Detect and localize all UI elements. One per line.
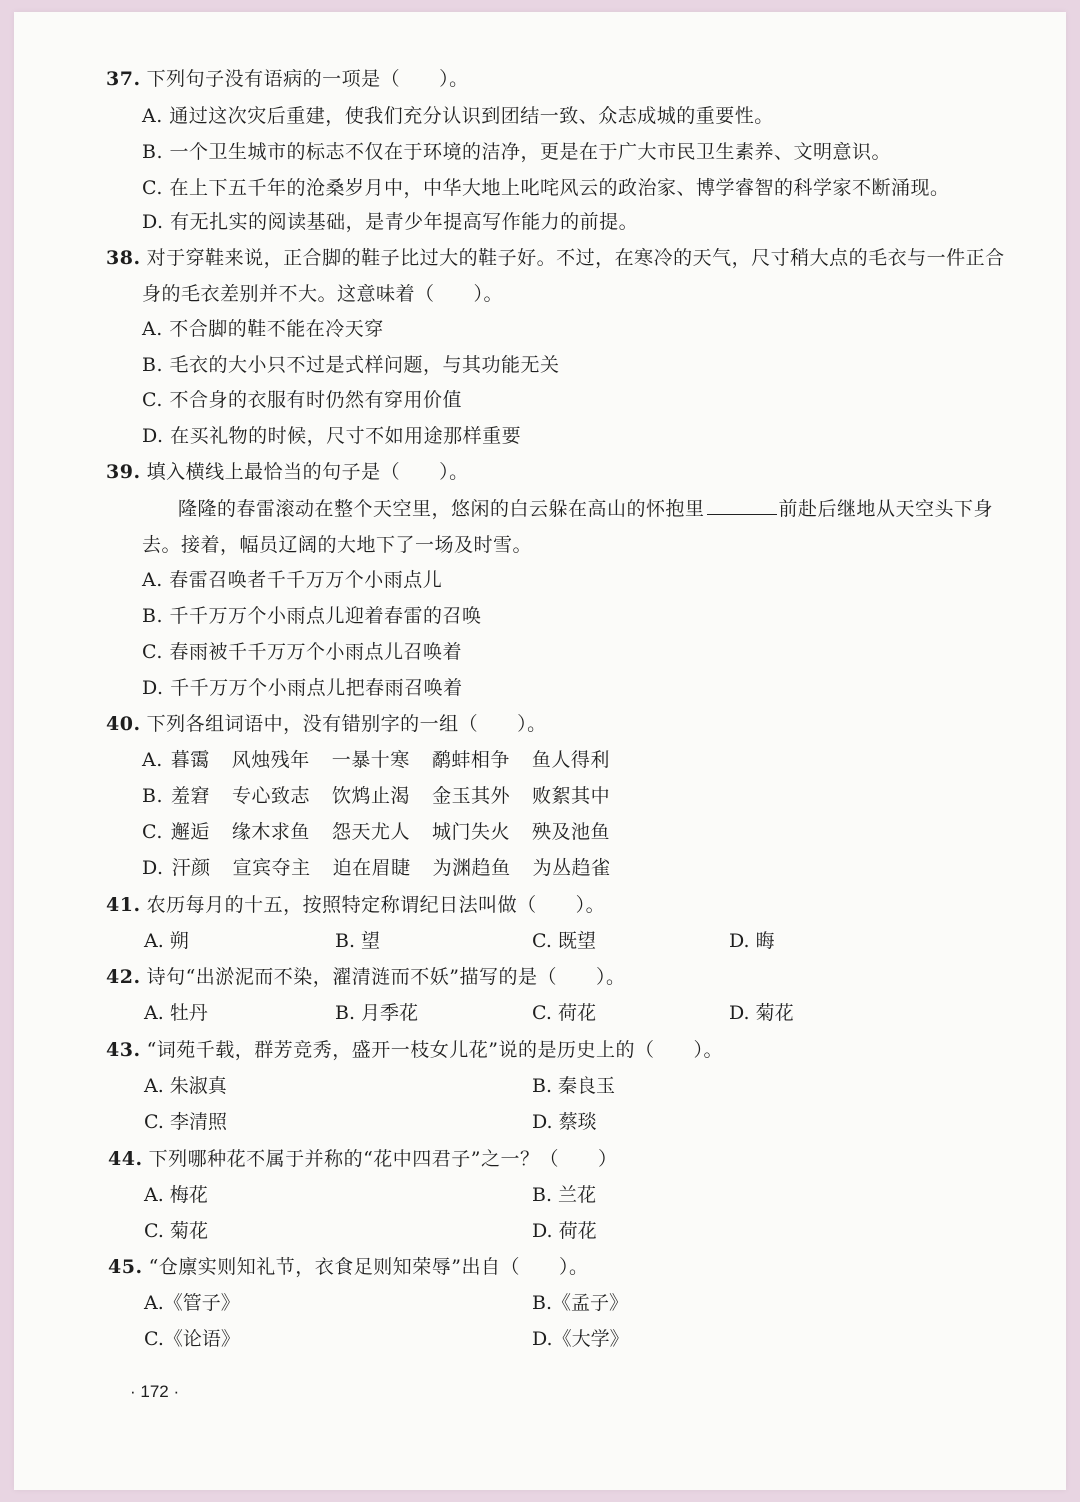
option-c: C. 既望 [532, 930, 596, 952]
question-number: 42. [106, 966, 141, 988]
option-c: C. 不合身的衣服有时仍然有穿用价值 [142, 389, 462, 411]
question-41-stem: 41. 农历每月的十五，按照特定称谓纪日法叫做（ ）。 [106, 894, 606, 916]
option-c: C. 邂逅 缘木求鱼 怨天尤人 城门失火 殃及池鱼 [142, 821, 610, 843]
question-number: 38. [106, 247, 141, 269]
question-number: 45. [108, 1256, 143, 1278]
question-number: 41. [106, 894, 141, 916]
question-37-stem: 37. 下列句子没有语病的一项是（ ）。 [106, 68, 469, 90]
option-d: D. 蔡琰 [532, 1111, 597, 1133]
option-c: C. 在上下五千年的沧桑岁月中，中华大地上叱咤风云的政治家、博学睿智的科学家不断涌现。 [142, 177, 950, 199]
option-c: C. 菊花 [144, 1220, 208, 1242]
question-number: 40. [106, 713, 141, 735]
question-38-stem: 38. 对于穿鞋来说，正合脚的鞋子比过大的鞋子好。不过，在寒冷的天气，尺寸稍大点的毛衣与一件正合 [106, 247, 1005, 269]
option-d: D. 晦 [729, 930, 775, 952]
option-a: A. 暮霭 风烛残年 一暴十寒 鹬蚌相争 鱼人得利 [142, 749, 610, 771]
option-a: A. 通过这次灾后重建，使我们充分认识到团结一致、众志成城的重要性。 [142, 105, 774, 127]
option-b: B. 望 [335, 930, 381, 952]
option-b: B. 毛衣的大小只不过是式样问题，与其功能无关 [142, 354, 560, 376]
option-d: D. 千千万万个小雨点儿把春雨召唤着 [142, 677, 463, 699]
question-42-stem: 42. 诗句“出淤泥而不染，濯清涟而不妖”描写的是（ ）。 [106, 966, 626, 988]
question-number: 44. [108, 1148, 143, 1170]
answer-blank [707, 496, 777, 515]
question-39-passage: 隆隆的春雷滚动在整个天空里，悠闲的白云躲在高山的怀抱里 前赴后继地从天空头下身 [178, 498, 994, 520]
question-39-stem: 39. 填入横线上最恰当的句子是（ ）。 [106, 461, 469, 483]
option-c: C. 春雨被千千万万个小雨点儿召唤着 [142, 641, 462, 663]
question-45-stem: 45. “仓廪实则知礼节，衣食足则知荣辱”出自（ ）。 [108, 1256, 589, 1278]
option-d: D. 荷花 [532, 1220, 597, 1242]
option-c: C. 荷花 [532, 1002, 596, 1024]
option-a: A. 梅花 [144, 1184, 208, 1206]
option-b: B. 兰花 [532, 1184, 597, 1206]
option-b: B. 月季花 [335, 1002, 419, 1024]
page-number: · 172 · [130, 1382, 180, 1401]
option-c: C.《论语》 [144, 1328, 240, 1350]
question-39-passage-cont: 去。接着，幅员辽阔的大地下了一场及时雪。 [142, 534, 533, 556]
option-a: A. 朱淑真 [144, 1075, 227, 1097]
question-number: 39. [106, 461, 141, 483]
question-43-stem: 43. “词苑千载，群芳竞秀，盛开一枝女儿花”说的是历史上的（ ）。 [106, 1039, 723, 1061]
question-38-stem-cont: 身的毛衣差别并不大。这意味着（ ）。 [142, 283, 504, 305]
option-a: A. 春雷召唤者千千万万个小雨点儿 [142, 569, 443, 591]
option-a: A. 不合脚的鞋不能在冷天穿 [142, 318, 384, 340]
option-b: B.《孟子》 [532, 1292, 629, 1314]
question-44-stem: 44. 下列哪种花不属于并称的“花中四君子”之一？（ ） [108, 1148, 618, 1170]
option-b: B. 千千万万个小雨点儿迎着春雷的召唤 [142, 605, 482, 627]
question-number: 43. [106, 1039, 141, 1061]
option-d: D. 有无扎实的阅读基础，是青少年提高写作能力的前提。 [142, 211, 639, 233]
option-d: D. 菊花 [729, 1002, 794, 1024]
question-40-stem: 40. 下列各组词语中，没有错别字的一组（ ）。 [106, 713, 547, 735]
option-a: A. 牡丹 [144, 1002, 208, 1024]
option-a: A. 朔 [144, 930, 189, 952]
option-b: B. 秦良玉 [532, 1075, 616, 1097]
option-d: D. 汗颜 宣宾夺主 迫在眉睫 为渊趋鱼 为丛趋雀 [142, 857, 611, 879]
option-d: D.《大学》 [532, 1328, 629, 1350]
option-c: C. 李清照 [144, 1111, 227, 1133]
option-b: B. 一个卫生城市的标志不仅在于环境的洁净，更是在于广大市民卫生素养、文明意识。 [142, 141, 892, 163]
question-number: 37. [106, 68, 141, 90]
option-d: D. 在买礼物的时候，尺寸不如用途那样重要 [142, 425, 522, 447]
option-a: A.《管子》 [144, 1292, 240, 1314]
option-b: B. 羞窘 专心致志 饮鸩止渴 金玉其外 败絮其中 [142, 785, 611, 807]
